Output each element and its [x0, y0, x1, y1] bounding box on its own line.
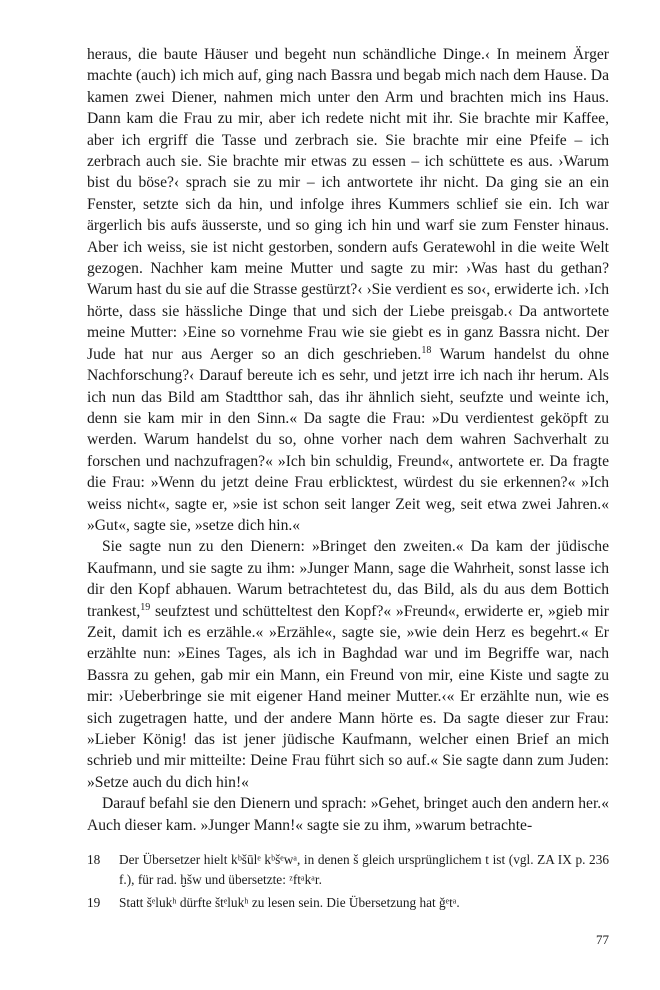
body-text — [87, 44, 609, 836]
footnote — [87, 850, 609, 889]
paragraph: Sie sagte nun zu den Dienern: »Bringet den zweiten.« Da kam der jüdische Kaufmann, und sie sagte zu ihm: »Junger Mann, sage die Wahrheit, sonst lasse ich dir den Kopf abhauen. Warum betrachtetest du, das Bild, als du aus dem Bottich trankest,$^{19}$ seufztest und schütteltest den Kopf?« »Freund«, erwiderte er, »gieb mir Zeit, damit ich es erzähle.« »Erzähle«, sagte sie, »wie dein Herz es begehrt.« Er erzählte nun: »Eines Tages, als ich in Baghdad war und im Begriffe war, nach Bassra zu gehen, gab mir ein Mann, ein Freund von mir, eine Kiste und sagte zu mir: ›Ueberbringe sie mit eigener Hand meiner Mutter.‹« Er erzählte nun, wie es sich zugetragen hatte, und der andere Mann hörte es. Da sagte dieser zur Frau: »Lieber König! das ist jener jüdische Kaufmann, welcher einen Brief an mich schrieb und mir mitteilte: Deine Frau führt sich so auf.« Sie sagte dann zum Juden: »Setze auch du dich hin!« — [87, 538, 609, 791]
footnote — [87, 893, 609, 913]
footnote-text: Der Übersetzer hielt kᵇšūlᵉ kᵇšᵉwᵃ, in denen š gleich ursprünglichem t ist (vgl. ZA IX p. 236 f.), für rad. ḫšw und übersetzte: ᶻftᵃkᵃr. — [119, 852, 609, 887]
document-page — [87, 44, 609, 947]
paragraph: heraus, die baute Häuser und begeht nun schändliche Dinge.‹ In meinem Ärger machte (auch) ich mich auf, ging nach Bassra und begab mich nach dem Hause. Da kamen zwei Diener, nahmen mich unter den Arm und brachten mich ins Haus. Dann kam die Frau zu mir, aber ich redete nicht mit ihr. Sie brachte mir Kaffee, aber ich ergriff die Tasse und zerbrach sie. Sie brachte mir eine Pfeife – ich zerbrach auch sie. Sie brachte mir etwas zu essen – ich schüttete es aus. ›Warum bist du böse?‹ sprach sie zu mir – ich antwortete ihr nicht. Da ging sie an ein Fenster, setzte sich da hin, und infolge ihres Kummers schlief sie ein. Ich war ärgerlich bis aufs äusserste, und so ging ich hin und warf sie zum Fenster hinaus. Aber ich weiss, sie ist nicht gestorben, sondern aufs Geratewohl in die weite Welt gezogen. Nachher kam meine Mutter und sagte zu mir: ›Was hast du gethan? Warum hast du sie auf die Strasse gestürzt?‹ ›Sie verdient es so‹, erwiderte ich. ›Ich hörte, dass sie hässliche Dinge that und sich der Liebe preisgab.‹ Da antwortete meine Mutter: ›Eine so vornehme Frau wie sie giebt es in ganz Bassra nicht. Der Jude hat nur aus Aerger so an dich geschrieben.$^{18}$ Warum handelst du ohne Nachforschung?‹ Darauf bereute ich es sehr, und jetzt irre ich nach ihr herum. Als ich nun das Bild am Stadtthor sah, das ihr ähnlich sieht, seufzte und weinte ich, denn sie kam mir in den Sinn.« Da sagte die Frau: »Du verdientest geköpft zu werden. Warum handelst du so, ohne vorher nach dem wahren Sachverhalt zu forschen und nachzufragen?« »Ich bin schuldig, Freund«, antwortete er. Da fragte die Frau: »Wenn du jetzt deine Frau erblicktest, würdest du sie erkennen?« »Ich weiss nicht«, sagte er, »sie ist schon seit langer Zeit weg, seit etwa zwei Jahren.« »Gut«, sagte sie, »setze dich hin.« — [87, 46, 609, 534]
footnotes — [87, 850, 609, 917]
page-number: 77 — [596, 932, 609, 947]
footnote-ref[interactable]: 19 — [140, 601, 151, 613]
footnote-number: 19 — [87, 895, 101, 910]
footnote-number: 18 — [87, 852, 101, 867]
paragraph: Darauf befahl sie den Dienern und sprach: »Gehet, bringet auch den andern her.« Auch dieser kam. »Junger Mann!« sagte sie zu ihm, »warum betrachte- — [87, 795, 609, 834]
footnote-text: Statt šᵉlukʰ dürfte štᵉlukʰ zu lesen sein. Die Übersetzung hat ǧᵉtᵃ. — [119, 895, 460, 910]
footnote-ref[interactable]: 18 — [421, 344, 432, 356]
